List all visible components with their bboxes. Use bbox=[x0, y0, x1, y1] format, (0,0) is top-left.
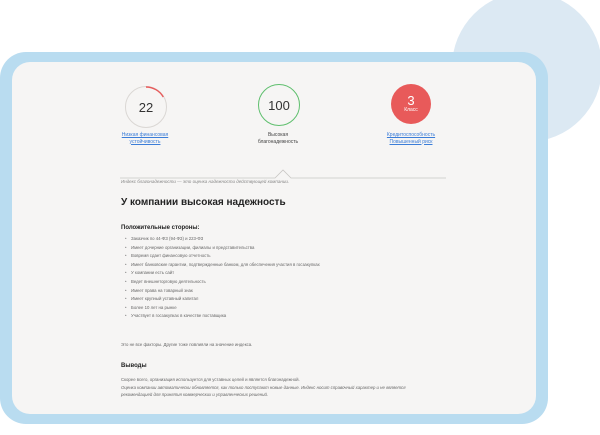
conclusions-heading: Выводы bbox=[121, 363, 147, 369]
metric-label-financial-stability[interactable] bbox=[100, 132, 190, 145]
list-item: • Имеет права на товарный знак bbox=[125, 287, 320, 296]
list-item: • У компании есть сайт bbox=[125, 269, 320, 278]
financial-stability-score bbox=[125, 86, 167, 128]
list-item: • Ведет внешнеторговую деятельность bbox=[125, 278, 320, 287]
label-line: устойчивость bbox=[129, 138, 161, 145]
list-item: • Имеет крупный уставный капитал bbox=[125, 295, 320, 304]
label-line: Высокая bbox=[267, 132, 289, 138]
list-item: • Вовремя сдает финансовую отчетность bbox=[125, 252, 320, 261]
section-divider bbox=[120, 169, 446, 179]
credit-class-badge bbox=[391, 84, 431, 124]
label-line: Низкая финансовая bbox=[121, 132, 169, 138]
metric-label-creditworthiness[interactable] bbox=[366, 132, 456, 145]
list-item: • Имеет банковские гарантии, подтвержденные банком, для обеспечения участия в госзакупках bbox=[125, 261, 320, 270]
disclaimer-line: Оценка компании автоматически обновляется, как только поступают новые данные. Индекс носит справочный характер и не является bbox=[121, 385, 406, 390]
positive-heading: Положительные стороны: bbox=[121, 225, 200, 231]
list-item: • Имеет дочерние организации, филиалы и представительства bbox=[125, 244, 320, 253]
metric-value: 100 bbox=[268, 97, 290, 113]
list-item: • Более 10 лет на рынке bbox=[125, 304, 320, 313]
label-line: Повышенный риск bbox=[389, 138, 433, 145]
reliability-score bbox=[258, 84, 300, 126]
metric-label-reliability bbox=[233, 132, 323, 145]
reliability-card bbox=[12, 62, 536, 414]
list-item: • Участвует в госзакупках в качестве поставщика bbox=[125, 312, 320, 321]
score-arc bbox=[125, 86, 167, 128]
positive-list bbox=[125, 235, 320, 321]
metric-sub: Класс bbox=[404, 107, 418, 113]
metric-value: 22 bbox=[138, 99, 154, 115]
list-item: • Заказчик по 44-ФЗ (94-ФЗ) и 223-ФЗ bbox=[125, 235, 320, 244]
metric-value: 3 bbox=[407, 93, 415, 108]
factors-note: Это не все факторы. Другие тоже повлияли на значение индекса. bbox=[121, 342, 253, 347]
label-line: Кредитоспособность bbox=[386, 132, 436, 138]
label-line: благонадежность bbox=[257, 138, 299, 145]
disclaimer-line: рекомендацией для принятия коммерческих и управленческих решений. bbox=[121, 392, 269, 397]
index-hint: Индекс благонадежности — это оценка надежности действующей компании. bbox=[121, 179, 290, 184]
conclusion-text: Скорее всего, организация используется для уставных целей и является благонадежной. bbox=[121, 377, 300, 382]
page-title: У компании высокая надежность bbox=[121, 197, 286, 208]
